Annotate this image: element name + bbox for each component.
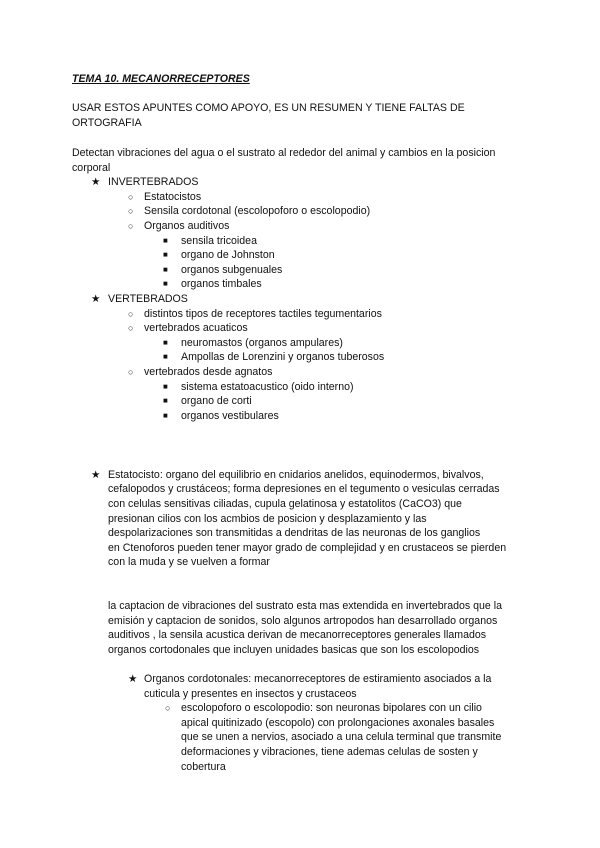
circle-bullet-icon: ○: [128, 367, 134, 377]
list-item: Ampollas de Lorenzini y organos tuberosos: [181, 351, 385, 363]
list-item: Organos auditivos: [144, 220, 230, 232]
list-item: distintos tipos de receptores tactiles tegumentarios: [144, 308, 382, 320]
section-heading-invertebrados: INVERTEBRADOS: [108, 176, 199, 188]
paragraph-line: despolarizaciones son transmitidas a dendritas de las neuronas de los ganglios: [108, 527, 481, 539]
list-item: organos vestibulares: [181, 410, 279, 422]
square-bullet-icon: ■: [163, 411, 168, 420]
paragraph-line: escolopoforo o escolopodio: son neuronas bipolares con un cilio: [181, 702, 482, 714]
square-bullet-icon: ■: [163, 279, 168, 288]
paragraph-line: en Ctenoforos pueden tener mayor grado de complejidad y en crustaceos se pierden: [108, 542, 507, 554]
star-bullet-icon: ★: [91, 469, 101, 481]
circle-bullet-icon: ○: [128, 309, 134, 319]
list-item: neuromastos (organos ampulares): [181, 337, 343, 349]
list-item: organo de corti: [181, 395, 252, 407]
circle-bullet-icon: ○: [128, 221, 134, 231]
square-bullet-icon: ■: [163, 265, 168, 274]
section-heading-vertebrados: VERTEBRADOS: [108, 293, 188, 305]
paragraph-line: presionan cilios con los acmbios de posicion y desplazamiento y las: [108, 513, 427, 525]
paragraph-line: auditivos , la sensila acustica derivan de mecanorreceptores generales llamados: [108, 629, 487, 641]
notice-line: ORTOGRAFIA: [72, 117, 142, 129]
square-bullet-icon: ■: [163, 396, 168, 405]
notice-line: USAR ESTOS APUNTES COMO APOYO, ES UN RESUMEN Y TIENE FALTAS DE: [72, 102, 465, 114]
paragraph-line: con la muda y se vuelven a formar: [108, 556, 270, 568]
list-item: organos subgenuales: [181, 264, 283, 276]
list-item: sistema estatoacustico (oido interno): [181, 381, 354, 393]
circle-bullet-icon: ○: [165, 703, 171, 713]
list-item: Sensila cordotonal (escolopoforo o escolopodio): [144, 205, 371, 217]
square-bullet-icon: ■: [163, 250, 168, 259]
paragraph-line: que se unen a nervios, asociado a una celula terminal que transmite: [181, 731, 502, 743]
square-bullet-icon: ■: [163, 382, 168, 391]
list-item: vertebrados desde agnatos: [144, 366, 273, 378]
list-item: Estatocistos: [144, 191, 202, 203]
square-bullet-icon: ■: [163, 338, 168, 347]
paragraph-line: la captacion de vibraciones del sustrato esta mas extendida en invertebrados que la: [108, 600, 502, 612]
page-title: TEMA 10. MECANORRECEPTORES: [72, 73, 250, 85]
star-bullet-icon: ★: [91, 293, 101, 305]
square-bullet-icon: ■: [163, 352, 168, 361]
paragraph-line: apical quitinizado (escopolo) con prolongaciones axonales basales: [181, 717, 495, 729]
paragraph-line: deformaciones y vibraciones, tiene ademas celulas de sosten y: [181, 746, 478, 758]
circle-bullet-icon: ○: [128, 192, 134, 202]
list-item: organo de Johnston: [181, 249, 275, 261]
intro-line: corporal: [72, 162, 111, 174]
paragraph-line: organos cortodonales que incluyen unidades basicas que son los escolopodios: [108, 644, 480, 656]
list-item: vertebrados acuaticos: [144, 322, 248, 334]
paragraph-line: cobertura: [181, 761, 226, 773]
paragraph-line: emisión y captacion de sonidos, solo algunos artropodos han desarrollado organos: [108, 615, 498, 627]
star-bullet-icon: ★: [128, 673, 138, 685]
circle-bullet-icon: ○: [128, 206, 134, 216]
paragraph-line: cefalopodos y crustáceos; forma depresiones en el tegumento o vesiculas cerradas: [108, 483, 500, 495]
intro-line: Detectan vibraciones del agua o el sustrato al rededor del animal y cambios en la posicion: [72, 147, 496, 159]
paragraph-line: Estatocisto: organo del equilibrio en cnidarios anelidos, equinodermos, bivalvos,: [108, 469, 484, 481]
list-item: organos timbales: [181, 278, 262, 290]
paragraph-line: cuticula y presentes en insectos y crustaceos: [144, 688, 357, 700]
square-bullet-icon: ■: [163, 236, 168, 245]
paragraph-line: con celulas sensitivas ciliadas, cupula gelatinosa y estatolitos (CaCO3) que: [108, 498, 462, 510]
list-item: sensila tricoidea: [181, 235, 257, 247]
circle-bullet-icon: ○: [128, 323, 134, 333]
paragraph-line: Organos cordotonales: mecanorreceptores de estiramiento asociados a la: [144, 673, 492, 685]
star-bullet-icon: ★: [91, 176, 101, 188]
